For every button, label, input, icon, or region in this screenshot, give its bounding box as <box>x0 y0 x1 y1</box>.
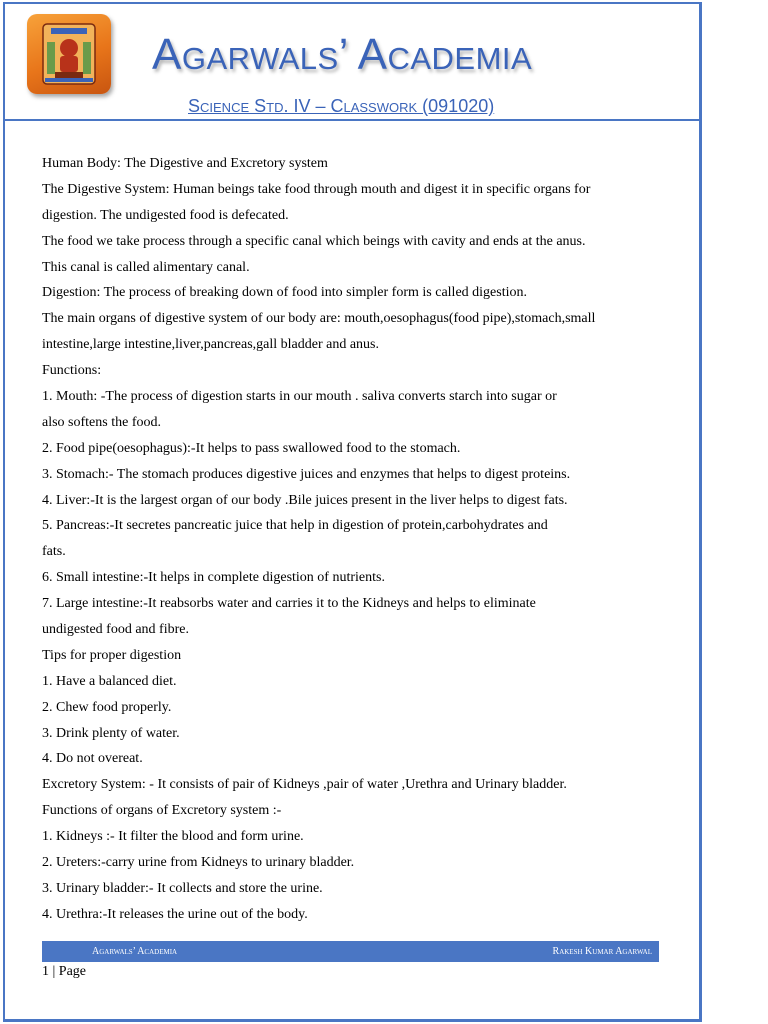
body-line: 3. Drink plenty of water. <box>42 725 180 741</box>
body-line: Functions: <box>42 363 102 379</box>
header-divider <box>4 119 701 121</box>
page-border-left <box>3 2 5 1020</box>
academy-emblem-icon <box>27 14 111 94</box>
body-line: This canal is called alimentary canal. <box>42 259 250 275</box>
document-body <box>42 151 662 928</box>
body-line: 5. Pancreas:-It secretes pancreatic juice that help in digestion of protein,carbohydrates and <box>42 518 548 534</box>
body-line: The Digestive System: Human beings take food through mouth and digest it in specific organs for <box>42 181 591 197</box>
body-line: 6. Small intestine:-It helps in complete digestion of nutrients. <box>42 570 385 586</box>
body-line: Human Body: The Digestive and Excretory system <box>42 156 328 171</box>
body-line: 2. Ureters:-carry urine from Kidneys to urinary bladder. <box>42 855 355 871</box>
page-border-top <box>3 2 701 4</box>
page-number: 1 | Page <box>42 964 87 979</box>
footer-bar <box>42 941 659 962</box>
body-line: 1. Have a balanced diet. <box>42 673 177 689</box>
footer-academy-name: Agarwals’ Academia <box>92 946 178 957</box>
body-line: Tips for proper digestion <box>42 647 182 663</box>
page-subtitle: Science Std. IV – Classwork (091020) <box>188 96 495 116</box>
page-border-bottom <box>3 1019 702 1022</box>
body-line: 4. Urethra:-It releases the urine out of the body. <box>42 906 308 922</box>
body-line: undigested food and fibre. <box>42 622 189 638</box>
body-line: 4. Liver:-It is the largest organ of our body .Bile juices present in the liver helps to digest fats. <box>42 492 568 508</box>
body-line: 4. Do not overeat. <box>42 751 143 767</box>
body-line: fats. <box>42 544 66 560</box>
body-line: The main organs of digestive system of our body are: mouth,oesophagus(food pipe),stomach,small <box>42 311 596 327</box>
page-border-right <box>699 2 702 1022</box>
body-line: 7. Large intestine:-It reabsorbs water and carries it to the Kidneys and helps to eliminate <box>42 596 536 612</box>
body-line: 1. Mouth: -The process of digestion starts in our mouth . saliva converts starch into sugar or <box>42 389 557 405</box>
body-line: The food we take process through a specific canal which beings with cavity and ends at the anus. <box>42 233 586 249</box>
body-line: Excretory System: - It consists of pair of Kidneys ,pair of water ,Urethra and Urinary bladder. <box>42 777 567 793</box>
body-line: intestine,large intestine,liver,pancreas,gall bladder and anus. <box>42 337 380 353</box>
body-line: 3. Urinary bladder:- It collects and store the urine. <box>42 880 323 896</box>
body-line: 2. Chew food properly. <box>42 699 172 715</box>
body-line: also softens the food. <box>42 414 161 430</box>
footer-author-name: Rakesh Kumar Agarwal <box>552 946 652 957</box>
header-title-container <box>152 28 572 82</box>
body-line: 1. Kidneys :- It filter the blood and form urine. <box>42 829 304 845</box>
body-line: 2. Food pipe(oesophagus):-It helps to pass swallowed food to the stomach. <box>42 440 461 456</box>
body-line: Digestion: The process of breaking down of food into simpler form is called digestion. <box>42 285 527 301</box>
page-title: Agarwals’ Academia <box>152 30 533 79</box>
body-line: digestion. The undigested food is defecated. <box>42 207 289 223</box>
body-line: 3. Stomach:- The stomach produces digestive juices and enzymes that helps to digest proteins. <box>42 466 571 482</box>
body-line: Functions of organs of Excretory system :- <box>42 803 282 819</box>
